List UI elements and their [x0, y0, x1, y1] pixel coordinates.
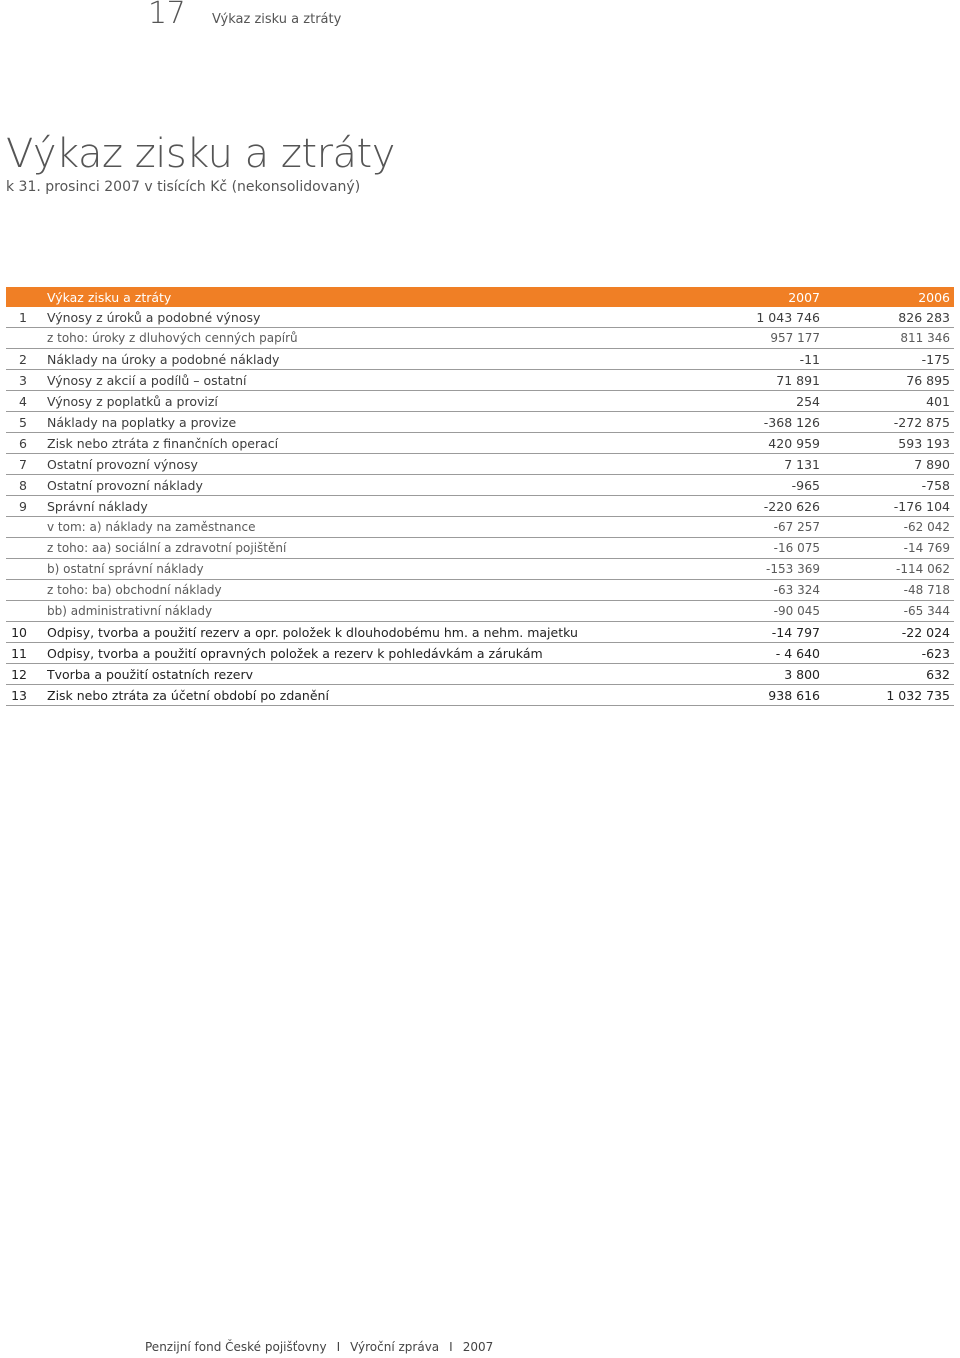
row-label: Zisk nebo ztráta za účetní období po zdanění: [47, 685, 710, 706]
row-value-2006: 593 193: [824, 433, 954, 454]
row-value-2007: 71 891: [710, 370, 824, 391]
row-number: 4: [6, 391, 47, 412]
row-label: Odpisy, tvorba a použití opravných položek a rezerv k pohledávkám a zárukám: [47, 643, 710, 664]
row-value-2006: -114 062: [824, 559, 954, 580]
table-row: [6, 349, 954, 370]
row-label: Ostatní provozní náklady: [47, 475, 710, 496]
row-label: Náklady na poplatky a provize: [47, 412, 710, 433]
row-value-2006: -176 104: [824, 496, 954, 517]
row-value-2006: 811 346: [824, 328, 954, 349]
table-row: [6, 433, 954, 454]
row-label: Tvorba a použití ostatních rezerv: [47, 664, 710, 685]
header-empty-cell: [6, 287, 47, 307]
row-value-2007: 957 177: [710, 328, 824, 349]
footer-separator: I: [449, 1340, 453, 1354]
table-row: [6, 307, 954, 328]
row-number: 12: [6, 664, 47, 685]
row-number: 13: [6, 685, 47, 706]
row-value-2007: 420 959: [710, 433, 824, 454]
row-value-2006: -623: [824, 643, 954, 664]
table-row: [6, 622, 954, 643]
row-label: Náklady na úroky a podobné náklady: [47, 349, 710, 370]
row-value-2006: -65 344: [824, 601, 954, 622]
row-number: [6, 559, 47, 580]
table-row: [6, 475, 954, 496]
income-statement-table: [6, 287, 954, 706]
row-label: Výnosy z poplatků a provizí: [47, 391, 710, 412]
table-row: [6, 601, 954, 622]
page-subtitle: k 31. prosinci 2007 v tisících Kč (nekonsolidovaný): [6, 179, 361, 195]
header-year-2006: 2006: [824, 287, 954, 307]
row-value-2006: 7 890: [824, 454, 954, 475]
row-label: z toho: aa) sociální a zdravotní pojištění: [47, 538, 710, 559]
row-label: bb) administrativní náklady: [47, 601, 710, 622]
row-value-2007: 254: [710, 391, 824, 412]
row-value-2007: -67 257: [710, 517, 824, 538]
row-number: [6, 538, 47, 559]
row-value-2007: 7 131: [710, 454, 824, 475]
row-value-2006: -758: [824, 475, 954, 496]
row-value-2007: 938 616: [710, 685, 824, 706]
row-value-2006: 1 032 735: [824, 685, 954, 706]
row-label: Výnosy z akcií a podílů – ostatní: [47, 370, 710, 391]
table-row: [6, 328, 954, 349]
row-number: [6, 517, 47, 538]
row-number: [6, 328, 47, 349]
footer: [145, 1340, 493, 1354]
row-value-2007: -11: [710, 349, 824, 370]
table-row: [6, 454, 954, 475]
header-year-2007: 2007: [710, 287, 824, 307]
row-number: 2: [6, 349, 47, 370]
row-number: 8: [6, 475, 47, 496]
row-value-2007: -16 075: [710, 538, 824, 559]
table-row: [6, 538, 954, 559]
row-number: 9: [6, 496, 47, 517]
row-label: z toho: úroky z dluhových cenných papírů: [47, 328, 710, 349]
row-value-2006: 826 283: [824, 307, 954, 328]
row-value-2007: - 4 640: [710, 643, 824, 664]
row-label: Správní náklady: [47, 496, 710, 517]
row-value-2006: 76 895: [824, 370, 954, 391]
row-value-2006: 632: [824, 664, 954, 685]
row-value-2007: -63 324: [710, 580, 824, 601]
row-value-2006: -22 024: [824, 622, 954, 643]
row-number: [6, 580, 47, 601]
table-row: [6, 580, 954, 601]
table-row: [6, 391, 954, 412]
row-label: b) ostatní správní náklady: [47, 559, 710, 580]
row-number: 3: [6, 370, 47, 391]
row-number: 5: [6, 412, 47, 433]
row-number: [6, 601, 47, 622]
row-label: Zisk nebo ztráta z finančních operací: [47, 433, 710, 454]
row-value-2006: -175: [824, 349, 954, 370]
row-value-2007: -153 369: [710, 559, 824, 580]
footer-company: Penzijní fond České pojišťovny: [145, 1340, 327, 1354]
table-row: [6, 643, 954, 664]
footer-separator: I: [336, 1340, 341, 1354]
row-value-2007: -368 126: [710, 412, 824, 433]
row-label: Odpisy, tvorba a použití rezerv a opr. položek k dlouhodobému hm. a nehm. majetku: [47, 622, 710, 643]
table-row: [6, 517, 954, 538]
footer-year: 2007: [462, 1340, 494, 1354]
row-value-2006: -272 875: [824, 412, 954, 433]
table-row: [6, 685, 954, 706]
row-value-2007: -965: [710, 475, 824, 496]
table-row: [6, 664, 954, 685]
row-number: 11: [6, 643, 47, 664]
table-row: [6, 370, 954, 391]
page-number: 17: [148, 0, 186, 31]
row-number: 1: [6, 307, 47, 328]
row-value-2006: -48 718: [824, 580, 954, 601]
row-value-2007: 3 800: [710, 664, 824, 685]
row-value-2007: 1 043 746: [710, 307, 824, 328]
row-label: Ostatní provozní výnosy: [47, 454, 710, 475]
table-header-row: [6, 287, 954, 307]
header-title: Výkaz zisku a ztráty: [212, 12, 342, 27]
page-title: Výkaz zisku a ztráty: [6, 131, 395, 177]
table-row: [6, 496, 954, 517]
row-number: 10: [6, 622, 47, 643]
header-label: Výkaz zisku a ztráty: [47, 287, 710, 307]
row-value-2007: -90 045: [710, 601, 824, 622]
row-label: v tom: a) náklady na zaměstnance: [47, 517, 710, 538]
row-number: 7: [6, 454, 47, 475]
table-row: [6, 559, 954, 580]
row-value-2007: -220 626: [710, 496, 824, 517]
footer-report: Výroční zpráva: [350, 1340, 440, 1354]
row-value-2006: -62 042: [824, 517, 954, 538]
row-label: Výnosy z úroků a podobné výnosy: [47, 307, 710, 328]
row-value-2007: -14 797: [710, 622, 824, 643]
row-number: 6: [6, 433, 47, 454]
row-value-2006: 401: [824, 391, 954, 412]
table-row: [6, 412, 954, 433]
row-value-2006: -14 769: [824, 538, 954, 559]
row-label: z toho: ba) obchodní náklady: [47, 580, 710, 601]
